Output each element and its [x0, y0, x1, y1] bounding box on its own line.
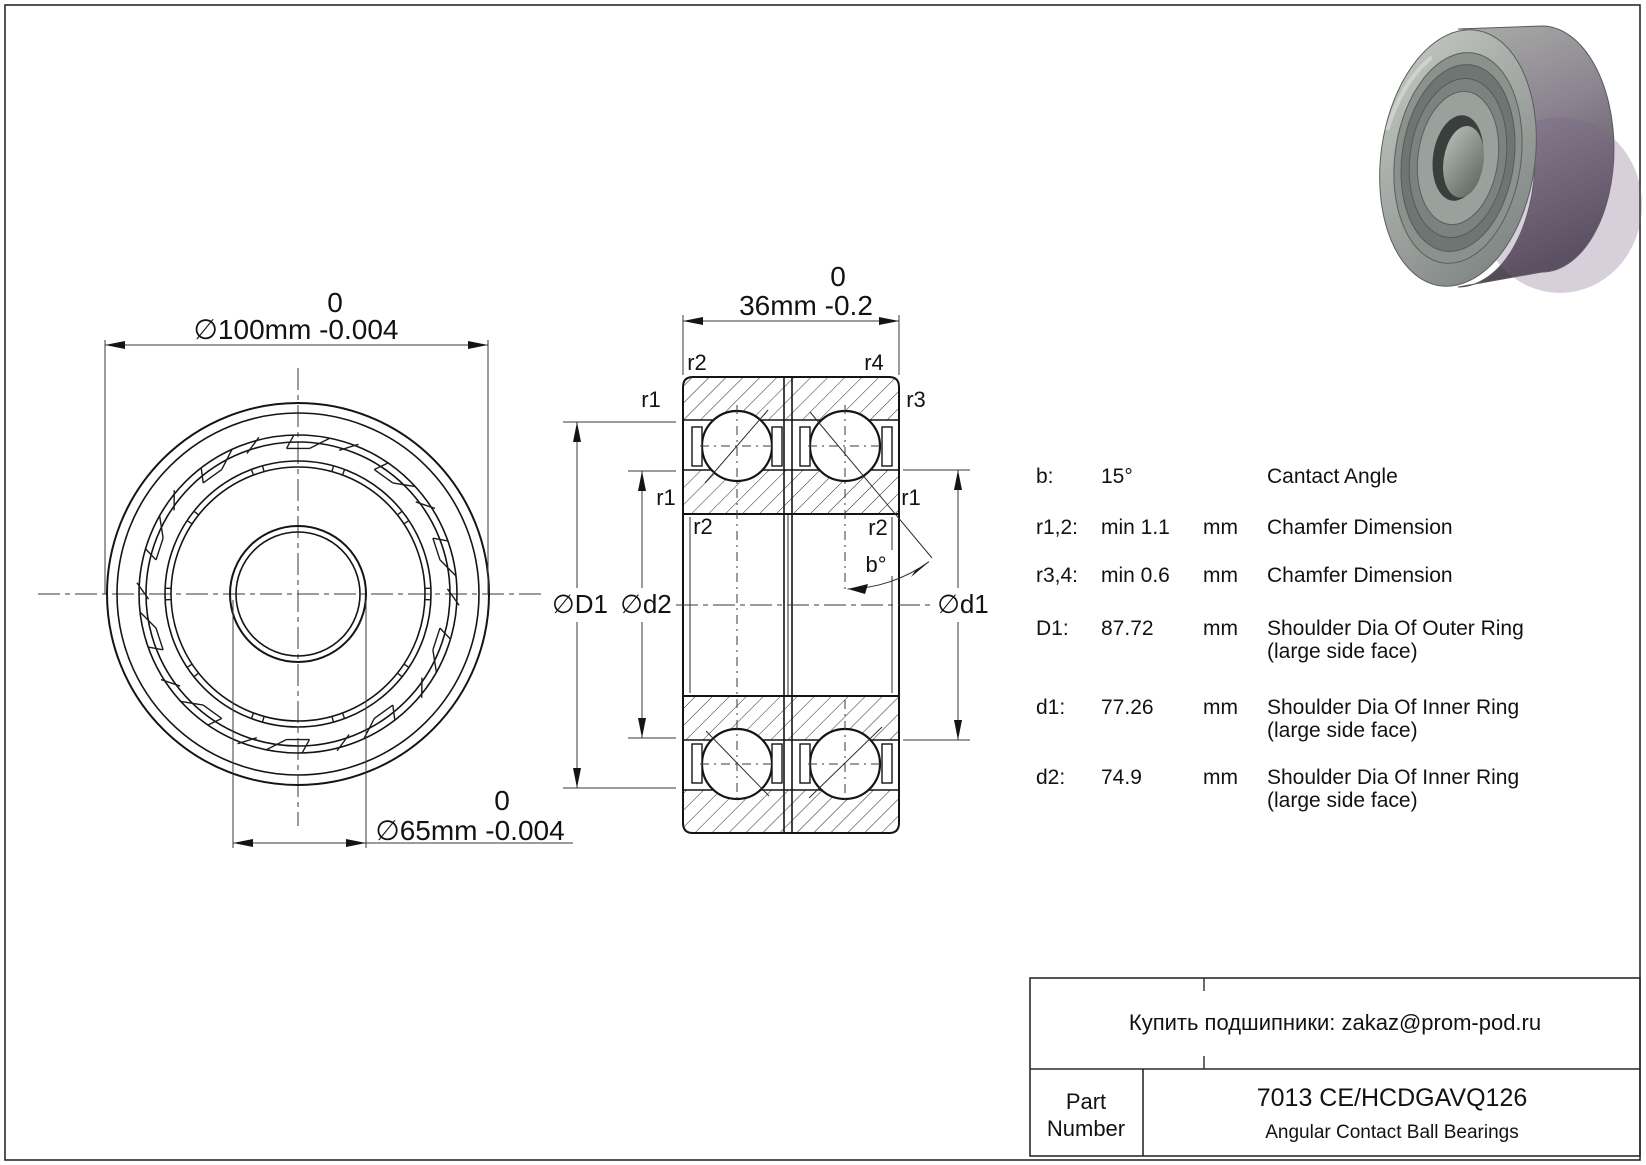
- spec-label: r1,2:: [1036, 516, 1079, 539]
- spec-unit: mm: [1203, 516, 1238, 539]
- spec-desc2: (large side face): [1267, 640, 1418, 663]
- spec-label: r3,4:: [1036, 564, 1079, 587]
- outer-ring-bottom-hatch: [683, 790, 899, 833]
- spec-label: d1:: [1036, 696, 1066, 719]
- contact-text: Купить подшипники: zakaz@prom-pod.ru: [1128, 1010, 1542, 1035]
- label-contact-angle: b°: [865, 552, 887, 577]
- spec-value: 74.9: [1101, 766, 1142, 789]
- spec-unit: mm: [1203, 696, 1238, 719]
- inner-ring-top-hatch: [683, 470, 899, 514]
- part-number-label-line1: Part: [1065, 1089, 1107, 1114]
- bearing-type: Angular Contact Ball Bearings: [1265, 1122, 1519, 1143]
- spec-unit: mm: [1203, 766, 1238, 789]
- spec-value: 77.26: [1101, 696, 1154, 719]
- width-dim-text: 36mm -0.2: [739, 290, 873, 321]
- bore-dim-text: ∅65mm -0.004: [375, 815, 565, 846]
- spec-unit: mm: [1203, 617, 1238, 640]
- spec-value: min 0.6: [1101, 564, 1170, 587]
- spec-value: min 1.1: [1101, 516, 1170, 539]
- spec-label: D1:: [1036, 617, 1069, 640]
- spec-desc: Chamfer Dimension: [1267, 516, 1453, 539]
- inner-ring-bottom-hatch: [683, 696, 899, 740]
- spec-unit: mm: [1203, 564, 1238, 587]
- outer-dim-tolerance: 0: [327, 287, 343, 318]
- outer-dim-text: ∅100mm -0.004: [193, 314, 399, 345]
- label-r2: r2: [687, 350, 707, 375]
- label-r1: r1: [901, 485, 921, 510]
- part-number-value: 7013 CE/HCDGAVQ126: [1256, 1084, 1528, 1112]
- label-r2: r2: [868, 515, 888, 540]
- label-dia-d1: ∅d1: [937, 589, 989, 619]
- label-r2: r2: [693, 514, 713, 539]
- spec-label: b:: [1036, 465, 1054, 488]
- spec-desc: Shoulder Dia Of Inner Ring: [1267, 766, 1520, 789]
- spec-desc: Shoulder Dia Of Outer Ring: [1267, 617, 1524, 640]
- part-number-label-line2: Number: [1046, 1116, 1126, 1141]
- bore-dim-tolerance: 0: [494, 785, 510, 816]
- outer-ring-top-hatch: [683, 377, 899, 420]
- width-dim-tolerance: 0: [830, 261, 846, 292]
- label-r1: r1: [656, 485, 676, 510]
- label-r3: r3: [906, 387, 926, 412]
- spec-desc: Cantact Angle: [1267, 465, 1398, 488]
- label-dia-d2: ∅d2: [620, 589, 672, 619]
- label-dia-D1: ∅D1: [552, 589, 608, 619]
- spec-desc2: (large side face): [1267, 719, 1418, 742]
- spec-desc2: (large side face): [1267, 789, 1418, 812]
- spec-label: d2:: [1036, 766, 1066, 789]
- spec-desc: Shoulder Dia Of Inner Ring: [1267, 696, 1520, 719]
- label-r1: r1: [641, 387, 661, 412]
- label-r4: r4: [864, 350, 884, 375]
- spec-value: 15°: [1101, 465, 1133, 488]
- spec-value: 87.72: [1101, 617, 1154, 640]
- spec-desc: Chamfer Dimension: [1267, 564, 1453, 587]
